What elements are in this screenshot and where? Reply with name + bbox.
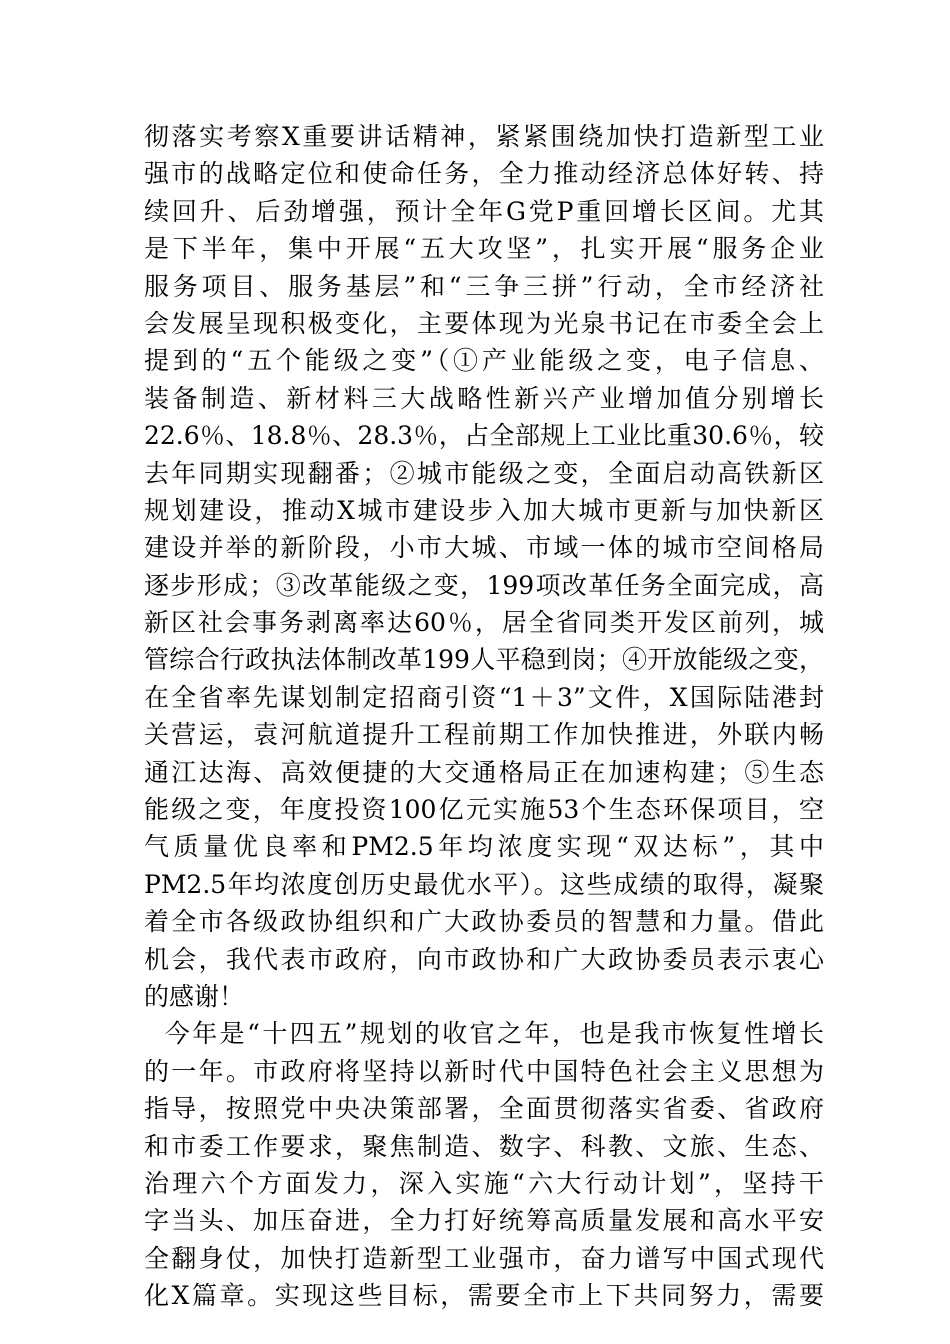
text-line: 会发展呈现积极变化，主要体现为光泉书记在市委全会上	[144, 308, 824, 338]
text-line: 能级之变，年度投资100亿元实施53个生态环保项目，空	[144, 795, 824, 825]
text-line: 的一年。市政府将坚持以新时代中国特色社会主义思想为	[144, 1056, 824, 1086]
body-text	[144, 118, 824, 1315]
text-line: 提到的“五个能级之变”（①产业能级之变，电子信息、	[144, 346, 824, 376]
text-line: 管综合行政执法体制改革199人平稳到岗；④开放能级之变，	[144, 645, 824, 675]
text-line: 建设并举的新阶段，小市大城、市域一体的城市空间格局	[144, 533, 824, 563]
text-line: PM2.5年均浓度创历史最优水平）。这些成绩的取得，凝聚	[144, 869, 824, 899]
text-line: 装备制造、新材料三大战略性新兴产业增加值分别增长	[144, 383, 824, 413]
text-line: 化X篇章。实现这些目标，需要全市上下共同努力，需要	[144, 1281, 824, 1311]
text-line: 新区社会事务剥离率达60％，居全省同类开发区前列，城	[144, 608, 824, 638]
text-line: 气质量优良率和PM2.5年均浓度实现“双达标”，其中	[144, 832, 824, 862]
text-line: 续回升、后劲增强，预计全年G党P重回增长区间。尤其	[144, 196, 824, 226]
text-line: 彻落实考察X重要讲话精神，紧紧围绕加快打造新型工业	[144, 122, 824, 151]
text-line: 和市委工作要求，聚焦制造、数字、科教、文旅、生态、	[144, 1131, 824, 1161]
text-line: 机会，我代表市政府，向市政协和广大政协委员表示衷心	[144, 944, 824, 974]
text-line: 治理六个方面发力，深入实施“六大行动计划”，坚持干	[144, 1168, 824, 1198]
text-line: 强市的战略定位和使命任务，全力推动经济总体好转、持	[144, 159, 824, 189]
text-line: 规划建设，推动X城市建设步入加大城市更新与加快新区	[144, 495, 824, 525]
text-line: 服务项目、服务基层”和“三争三拼”行动，全市经济社	[144, 271, 824, 301]
text-line: 逐步形成；③改革能级之变，199项改革任务全面完成，高	[144, 570, 824, 600]
text-line: 关营运，袁河航道提升工程前期工作加快推进，外联内畅	[144, 720, 824, 750]
text-line: 的感谢！	[144, 981, 245, 1011]
text-line: 指导，按照党中央决策部署，全面贯彻落实省委、省政府	[144, 1094, 824, 1124]
text-line: 字当头、加压奋进，全力打好统筹高质量发展和高水平安	[144, 1206, 824, 1236]
text-line: 是下半年，集中开展“五大攻坚”，扎实开展“服务企业	[144, 234, 824, 264]
text-line: 今年是“十四五”规划的收官之年，也是我市恢复性增长	[144, 1019, 824, 1049]
text-line: 通江达海、高效便捷的大交通格局正在加速构建；⑤生态	[144, 757, 824, 787]
text-line: 全翻身仗，加快打造新型工业强市，奋力谱写中国式现代	[144, 1243, 824, 1273]
text-line: 22.6％、18.8％、28.3％，占全部规上工业比重30.6％，较	[144, 421, 824, 451]
text-line: 去年同期实现翻番；②城市能级之变，全面启动高铁新区	[144, 458, 824, 488]
text-line: 在全省率先谋划制定招商引资“1＋3”文件，X国际陆港封	[144, 682, 824, 712]
text-line: 着全市各级政协组织和广大政协委员的智慧和力量。借此	[144, 907, 824, 937]
